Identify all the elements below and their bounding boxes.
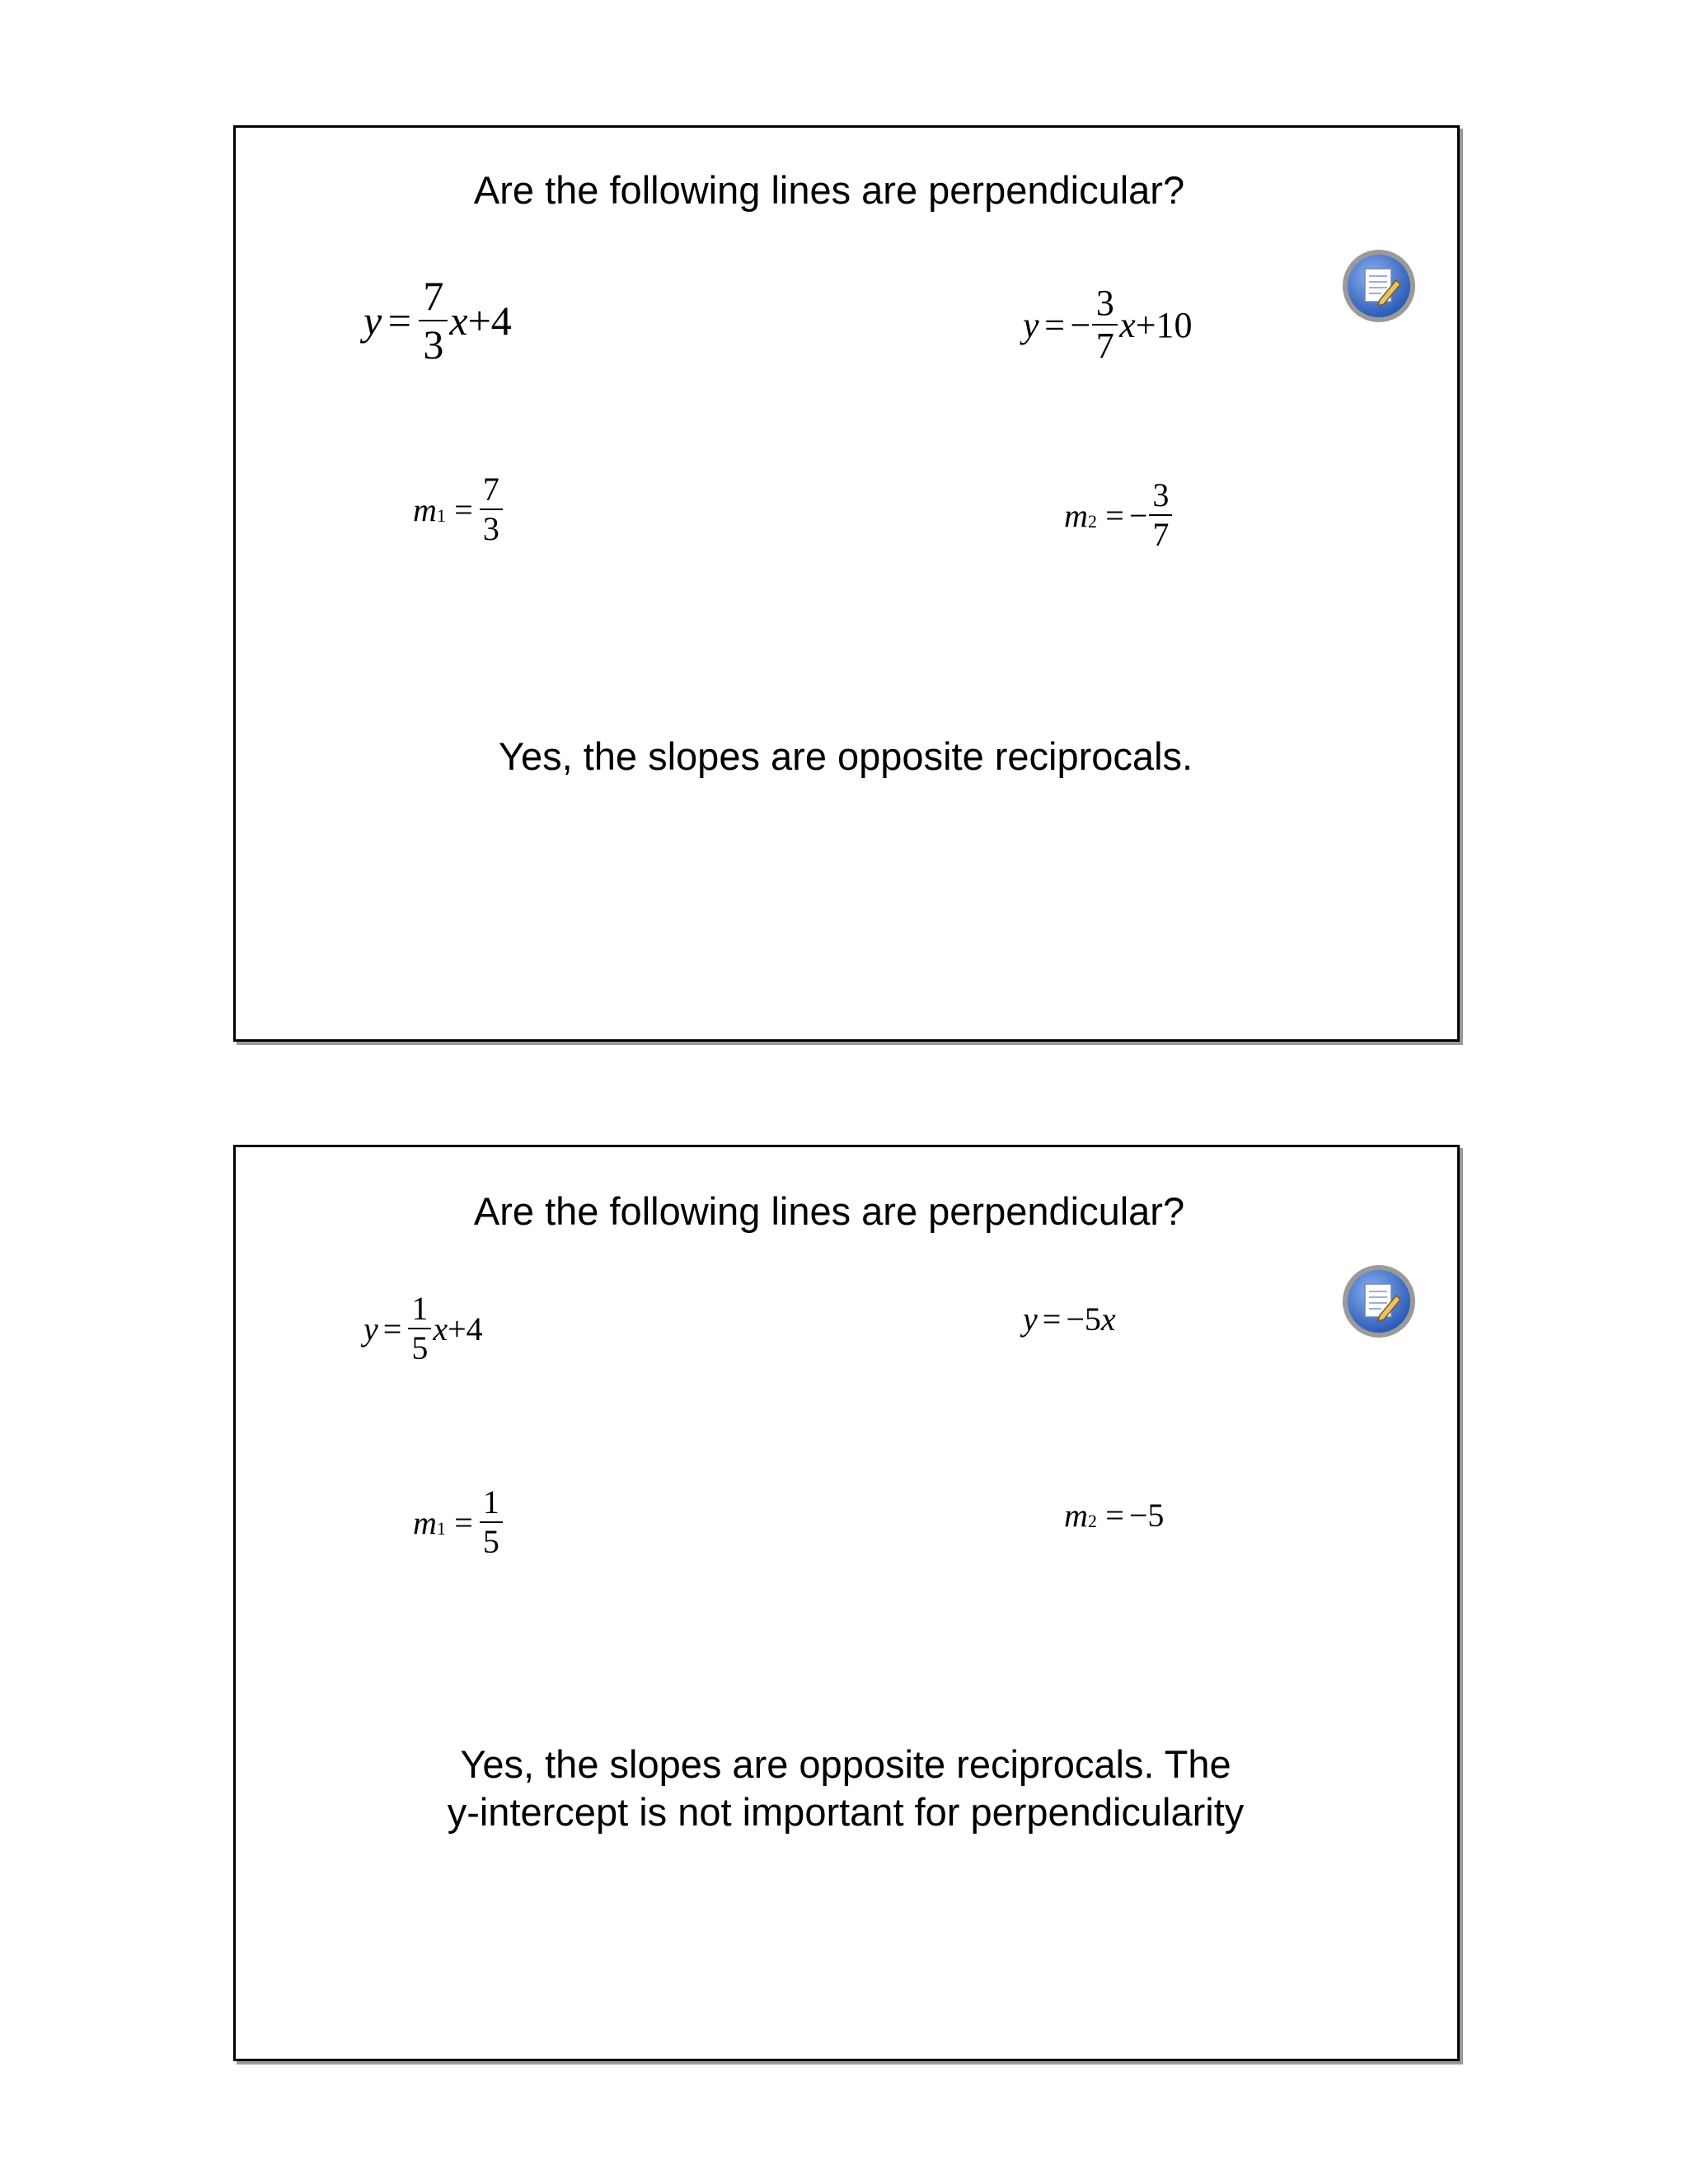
eq-equals: = bbox=[387, 297, 411, 344]
fraction-numerator: 3 bbox=[1095, 283, 1114, 323]
slope-m1 bbox=[413, 1485, 504, 1559]
equation-line-1 bbox=[363, 274, 512, 366]
answer-line-1: Yes, the slopes are opposite reciprocals. The bbox=[460, 1742, 1231, 1786]
slope-m2 bbox=[1064, 478, 1174, 552]
fraction-denominator: 7 bbox=[1152, 516, 1170, 553]
slope-symbol: m bbox=[413, 490, 437, 528]
eq-intercept: +4 bbox=[467, 297, 512, 344]
slide-1 bbox=[233, 125, 1460, 1042]
fraction-numerator: 7 bbox=[423, 273, 444, 319]
eq-equals: = bbox=[382, 1310, 402, 1347]
fraction-denominator: 7 bbox=[1095, 326, 1114, 367]
fraction-numerator: 1 bbox=[411, 1290, 429, 1327]
equation-line-2 bbox=[1023, 1300, 1116, 1338]
slope-fraction bbox=[480, 472, 503, 546]
slope-fraction bbox=[480, 1485, 503, 1559]
fraction-denominator: 3 bbox=[482, 510, 499, 547]
slope-m1 bbox=[413, 472, 504, 546]
eq-variable: x bbox=[1119, 304, 1136, 345]
slide-title: Are the following lines are perpendicular? bbox=[473, 1189, 1185, 1233]
eq-coefficient: −5 bbox=[1066, 1301, 1101, 1338]
answer-line-1: Yes, the slopes are opposite reciprocals. bbox=[498, 734, 1193, 778]
eq-fraction bbox=[408, 1291, 431, 1366]
slope-subscript: 2 bbox=[1087, 510, 1097, 532]
equation-line-1 bbox=[363, 1291, 483, 1366]
fraction-numerator: 7 bbox=[482, 471, 499, 508]
slope-equals: = bbox=[1105, 1497, 1124, 1534]
eq-intercept: +10 bbox=[1135, 304, 1193, 345]
slope-fraction bbox=[1149, 478, 1172, 552]
slope-m2 bbox=[1064, 1496, 1164, 1535]
note-pencil-icon[interactable] bbox=[1340, 1263, 1418, 1340]
fraction-denominator: 3 bbox=[423, 321, 444, 368]
eq-variable: x bbox=[433, 1310, 448, 1347]
slope-equals: = bbox=[454, 490, 473, 528]
fraction-denominator: 5 bbox=[482, 1523, 499, 1560]
slope-subscript: 2 bbox=[1087, 1511, 1097, 1532]
equation-line-2 bbox=[1023, 284, 1193, 365]
eq-lhs: y bbox=[1023, 1301, 1038, 1338]
eq-intercept: +4 bbox=[448, 1310, 483, 1347]
slope-subscript: 1 bbox=[436, 1517, 446, 1539]
eq-sign: − bbox=[1070, 304, 1091, 345]
slide-2 bbox=[233, 1145, 1460, 2061]
eq-fraction bbox=[419, 274, 448, 366]
slope-sign: − bbox=[1128, 496, 1148, 534]
eq-lhs: y bbox=[1023, 304, 1039, 345]
answer-line-2: y-intercept is not important for perpendicularity bbox=[447, 1790, 1245, 1834]
eq-lhs: y bbox=[363, 297, 382, 344]
answer-text bbox=[252, 1741, 1439, 1836]
fraction-numerator: 3 bbox=[1152, 476, 1170, 513]
slope-equals: = bbox=[1105, 496, 1124, 534]
eq-variable: x bbox=[449, 297, 468, 344]
eq-variable: x bbox=[1100, 1301, 1116, 1338]
slope-subscript: 1 bbox=[436, 504, 446, 526]
fraction-denominator: 5 bbox=[411, 1329, 429, 1366]
slope-value: −5 bbox=[1128, 1497, 1165, 1534]
slope-symbol: m bbox=[413, 1503, 437, 1541]
answer-text bbox=[252, 733, 1439, 780]
slope-equals: = bbox=[454, 1503, 473, 1541]
fraction-numerator: 1 bbox=[482, 1483, 499, 1521]
slope-symbol: m bbox=[1064, 1497, 1088, 1534]
eq-equals: = bbox=[1044, 304, 1065, 345]
eq-fraction bbox=[1092, 284, 1118, 365]
eq-equals: = bbox=[1042, 1301, 1062, 1338]
eq-lhs: y bbox=[363, 1310, 378, 1347]
slide-title: Are the following lines are perpendicular? bbox=[473, 168, 1185, 212]
slope-symbol: m bbox=[1064, 496, 1088, 534]
note-pencil-icon[interactable] bbox=[1340, 247, 1418, 325]
